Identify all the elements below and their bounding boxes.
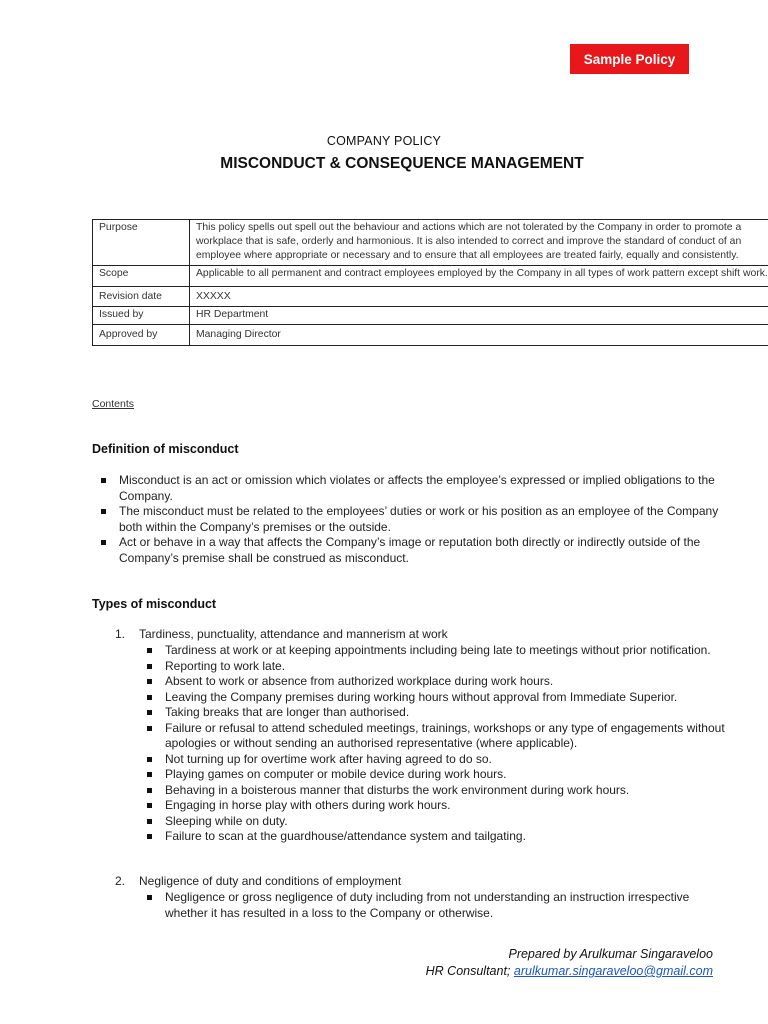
prepared-by: Prepared by Arulkumar Singaraveloo xyxy=(508,947,713,961)
definition-heading: Definition of misconduct xyxy=(92,442,239,456)
meta-value: HR Department xyxy=(190,307,768,325)
list-item: Tardiness at work or at keeping appointments including being late to meetings without prior notification. xyxy=(165,643,725,659)
list-item: Act or behave in a way that affects the Company’s image or reputation both directly or indirectly outside of the Company’s premise shall be construed as misconduct. xyxy=(119,535,719,566)
list-item: Failure or refusal to attend scheduled meetings, trainings, workshops or any type of engagements without apologies or without sending an authorised representative (where applicable). xyxy=(165,720,725,750)
list-item: Absent to work or absence from authorized workplace during work hours. xyxy=(165,674,725,690)
group-number: 2. xyxy=(115,874,126,888)
consultant-line xyxy=(426,964,713,978)
group-title: Negligence of duty and conditions of employment xyxy=(139,874,402,888)
list-item: Misconduct is an act or omission which violates or affects the employee’s expressed or implied obligations to the Company. xyxy=(119,473,719,504)
definition-list xyxy=(119,473,719,566)
document-title: MISCONDUCT & CONSEQUENCE MANAGEMENT xyxy=(220,155,584,172)
consultant-email-link[interactable]: arulkumar.singaraveloo@gmail.com xyxy=(513,964,713,978)
meta-label: Scope xyxy=(93,266,190,287)
meta-row-scope xyxy=(93,266,768,287)
list-item: Playing games on computer or mobile device during work hours. xyxy=(165,767,725,783)
meta-value: XXXXX xyxy=(190,287,768,307)
consultant-role: HR Consultant; xyxy=(425,964,511,978)
sample-policy-badge: Sample Policy xyxy=(570,44,689,74)
document-eyebrow: COMPANY POLICY xyxy=(326,134,442,148)
meta-label: Issued by xyxy=(93,307,190,325)
meta-row-purpose xyxy=(93,220,768,266)
contents-link[interactable]: Contents xyxy=(92,398,135,410)
group-number: 1. xyxy=(115,627,126,641)
policy-meta-table xyxy=(92,219,768,346)
types-heading: Types of misconduct xyxy=(92,597,217,611)
list-item: Behaving in a boisterous manner that disturbs the work environment during work hours. xyxy=(165,783,725,799)
list-item: Reporting to work late. xyxy=(165,659,725,675)
type-group-1-list xyxy=(165,643,725,845)
meta-label: Revision date xyxy=(93,287,190,307)
meta-label: Purpose xyxy=(93,220,190,266)
list-item: Failure to scan at the guardhouse/attendance system and tailgating. xyxy=(165,829,725,845)
meta-value: Applicable to all permanent and contract employees employed by the Company in all types of work pattern except shift work. xyxy=(190,266,768,287)
meta-value: Managing Director xyxy=(190,325,768,346)
type-group-2-list xyxy=(165,890,725,921)
list-item: Sleeping while on duty. xyxy=(165,814,725,830)
meta-row-revision-date xyxy=(93,287,768,307)
meta-row-approved-by xyxy=(93,325,768,346)
list-item: Leaving the Company premises during working hours without approval from Immediate Superior. xyxy=(165,690,725,706)
meta-label: Approved by xyxy=(93,325,190,346)
meta-value: This policy spells out spell out the behaviour and actions which are not tolerated by the Company in order to promote a workplace that is safe, orderly and harmonious. It is also intended to correct and improve the standard of conduct of an employee where appropriate or necessary and to ensure that all employees are treated fairly, equally and consistently. xyxy=(190,220,768,266)
list-item: Engaging in horse play with others during work hours. xyxy=(165,798,725,814)
list-item: The misconduct must be related to the employees’ duties or work or his position as an employee of the Company both within the Company’s premises or the outside. xyxy=(119,504,719,534)
list-item: Negligence or gross negligence of duty including from not understanding an instruction irrespective whether it has resulted in a loss to the Company or otherwise. xyxy=(165,890,725,921)
list-item: Not turning up for overtime work after having agreed to do so. xyxy=(165,752,725,768)
meta-row-issued-by xyxy=(93,307,768,325)
group-title: Tardiness, punctuality, attendance and mannerism at work xyxy=(139,627,448,641)
list-item: Taking breaks that are longer than authorised. xyxy=(165,705,725,721)
